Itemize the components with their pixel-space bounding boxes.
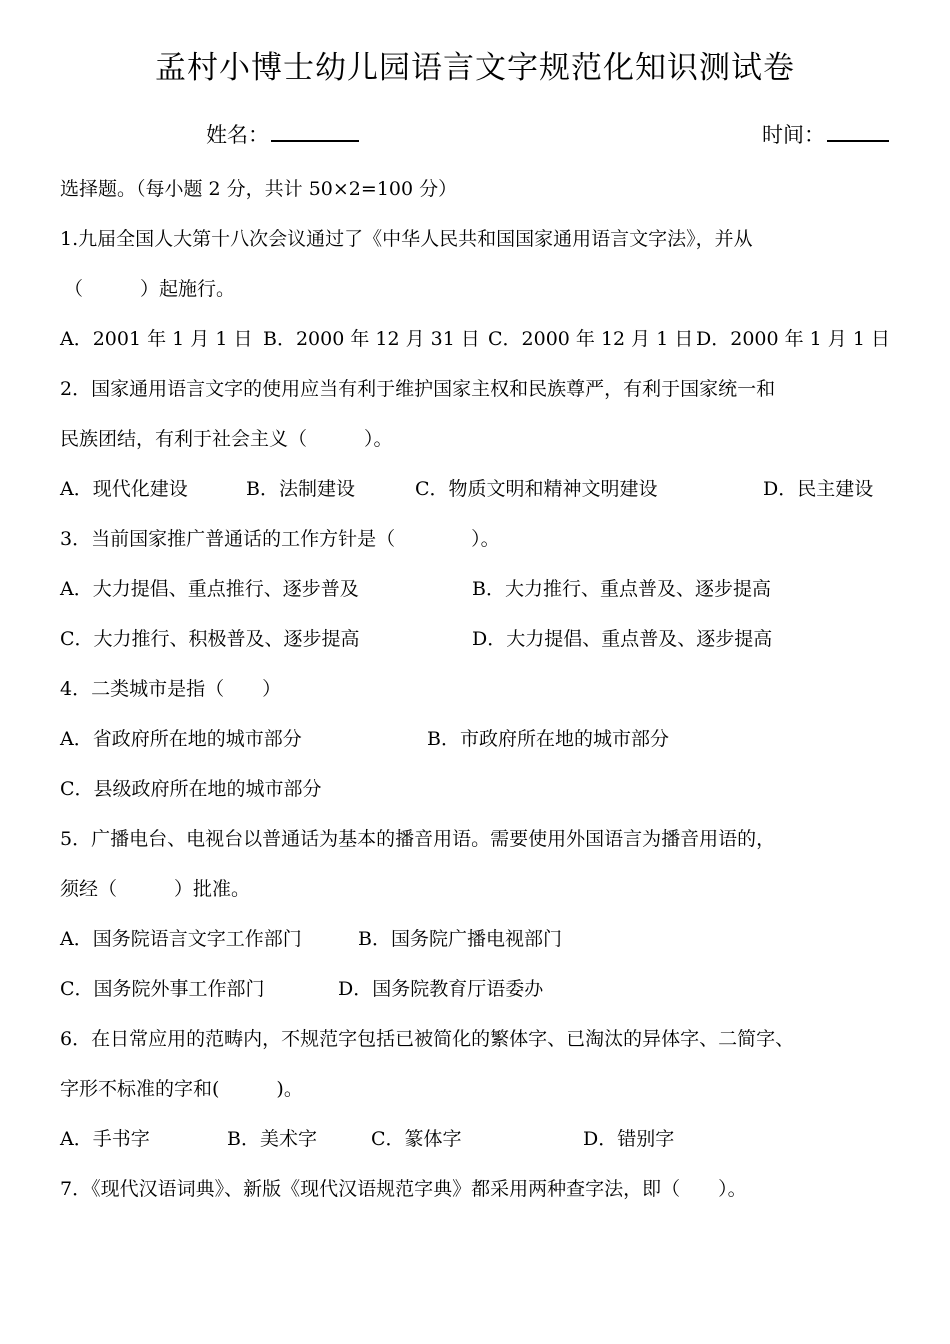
q4-options-row1 xyxy=(60,724,900,754)
time-blank[interactable] xyxy=(827,118,889,142)
q3-option-c: C．大力推行、积极普及、逐步提高 xyxy=(60,628,360,650)
q4-option-b: B．市政府所在地的城市部分 xyxy=(427,728,669,750)
q3-options-row1 xyxy=(60,574,900,604)
q5-option-d: D．国务院教育厅语委办 xyxy=(338,978,544,1000)
q4-option-c: C．县级政府所在地的城市部分 xyxy=(60,778,322,800)
q6-stem-line1: 6．在日常应用的范畴内，不规范字包括已被简化的繁体字、已淘汰的异体字、二简字、 xyxy=(60,1028,795,1050)
q3-option-b: B．大力推行、重点普及、逐步提高 xyxy=(472,578,771,600)
q6-option-a: A．手书字 xyxy=(60,1128,150,1150)
q1-option-b: B．2000 年 12 月 31 日 xyxy=(263,328,480,350)
q4-option-a: A．省政府所在地的城市部分 xyxy=(60,728,302,750)
q3-options-row2 xyxy=(60,624,900,654)
q2-options xyxy=(60,474,900,504)
q6-option-b: B．美术字 xyxy=(227,1128,317,1150)
q5-options-row2 xyxy=(60,974,900,1004)
q1-options xyxy=(60,324,900,354)
q5-option-c: C．国务院外事工作部门 xyxy=(60,978,265,1000)
page-title: 孟村小博士幼儿园语言文字规范化知识测试卷 xyxy=(155,50,795,86)
q2-option-d: D．民主建设 xyxy=(763,478,874,500)
q3-stem: 3．当前国家推广普通话的工作方针是（ ）。 xyxy=(60,528,500,550)
name-blank[interactable] xyxy=(271,118,359,142)
q1-option-d: D．2000 年 1 月 1 日 xyxy=(696,328,890,350)
q5-stem-line1: 5．广播电台、电视台以普通话为基本的播音用语。需要使用外国语言为播音用语的， xyxy=(60,828,776,850)
name-field xyxy=(206,118,359,150)
q2-option-c: C．物质文明和精神文明建设 xyxy=(415,478,658,500)
q1-stem-line2: （ ）起施行。 xyxy=(64,278,236,300)
q1-option-c: C．2000 年 12 月 1 日 xyxy=(488,328,694,350)
q6-option-d: D．错别字 xyxy=(583,1128,675,1150)
q7-stem: 7．《现代汉语词典》、新版《现代汉语规范字典》都采用两种查字法，即（ ）。 xyxy=(60,1178,747,1200)
q2-stem-line2: 民族团结，有利于社会主义（ ）。 xyxy=(60,428,393,450)
q5-option-b: B．国务院广播电视部门 xyxy=(358,928,562,950)
q6-stem-line2: 字形不标准的字和( )。 xyxy=(60,1078,303,1100)
name-label: 姓名： xyxy=(206,123,269,147)
q2-option-b: B．法制建设 xyxy=(246,478,355,500)
q3-option-d: D．大力提倡、重点普及、逐步提高 xyxy=(472,628,773,650)
q1-stem-line1: 1.九届全国人大第十八次会议通过了《中华人民共和国国家通用语言文字法》，并从 xyxy=(60,228,753,250)
q1-option-a: A．2001 年 1 月 1 日 xyxy=(60,328,253,350)
section-heading: 选择题。（每小题 2 分，共计 50×2=100 分） xyxy=(60,178,458,200)
q5-stem-line2: 须经（ ）批准。 xyxy=(60,878,251,900)
time-field xyxy=(762,118,889,150)
q6-option-c: C．篆体字 xyxy=(371,1128,462,1150)
q4-stem: 4．二类城市是指（ ） xyxy=(60,678,282,700)
q2-stem-line1: 2．国家通用语言文字的使用应当有利于维护国家主权和民族尊严，有利于国家统一和 xyxy=(60,378,776,400)
q5-options-row1 xyxy=(60,924,900,954)
q6-options xyxy=(60,1124,900,1154)
q2-option-a: A．现代化建设 xyxy=(60,478,188,500)
q5-option-a: A．国务院语言文字工作部门 xyxy=(60,928,302,950)
q3-option-a: A．大力提倡、重点推行、逐步普及 xyxy=(60,578,359,600)
time-label: 时间： xyxy=(762,123,825,147)
